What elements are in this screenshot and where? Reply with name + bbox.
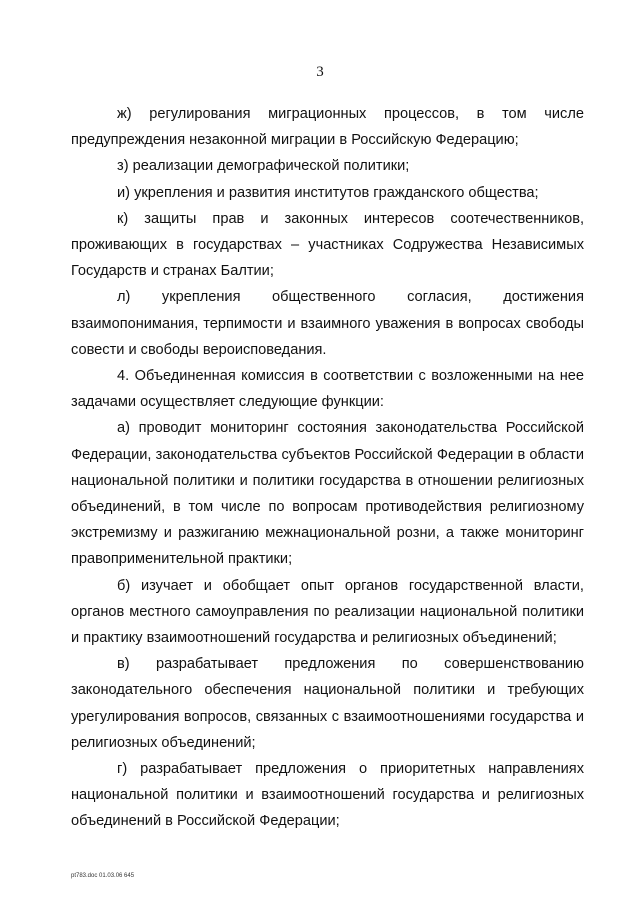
paragraph-a: а) проводит мониторинг состояния законодательства Российской Федерации, законодательства субъектов Российской Федерации в области национальной политики и политики государства в отношении религиозных объединений, в том числе по вопросам противодействия религиозному экстремизму и разжиганию межнациональной розни, а также мониторинг правоприменительной практики;: [71, 420, 584, 568]
paragraph-l: л) укрепления общественного согласия, достижения взаимопонимания, терпимости и взаимного уважения в вопросах свободы совести и свободы вероисповедания.: [71, 289, 584, 358]
paragraph-g: г) разрабатывает предложения о приоритетных направлениях национальной политики и взаимоотношений государства и религиозных объединений в Российской Федерации;: [71, 761, 584, 830]
paragraph-k: к) защиты прав и законных интересов соотечественников, проживающих в государствах – участниках Содружества Независимых Государств и странах Балтии;: [71, 210, 584, 280]
paragraph-z: з) реализации демографической политики;: [117, 158, 410, 175]
document-body: [71, 101, 584, 835]
document-footer: pt783.doc 01.03.06 645: [71, 873, 135, 879]
paragraph-i: и) укрепления и развития институтов гражданского общества;: [117, 184, 539, 201]
paragraph-zh: ж) регулирования миграционных процессов, в том числе предупреждения незаконной миграции в Российскую Федерацию;: [71, 106, 584, 149]
page-number: 3: [316, 64, 324, 80]
paragraph-b: б) изучает и обобщает опыт органов государственной власти, органов местного самоуправления по реализации национальной политики и практику взаимоотношений государства и религиозных объединений;: [71, 577, 584, 647]
paragraph-v: в) разрабатывает предложения по совершенствованию законодательного обеспечения национальной политики и требующих урегулирования вопросов, связанных с взаимоотношениями государства и религиозных объединений;: [71, 656, 584, 751]
paragraph-section-4: 4. Объединенная комиссия в соответствии с возложенными на нее задачами осуществляет следующие функции:: [71, 368, 584, 411]
